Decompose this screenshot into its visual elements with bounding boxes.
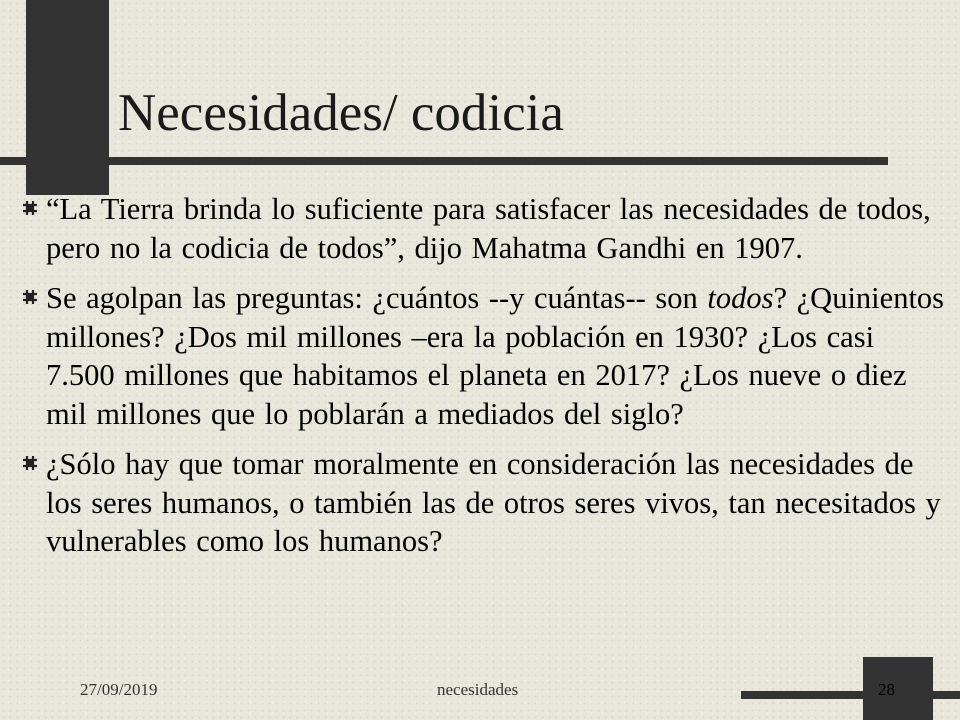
bullet-list — [22, 190, 952, 573]
footer-rule-right — [933, 691, 960, 699]
footer-rule — [741, 691, 863, 699]
footer — [0, 680, 960, 700]
bullet-item-3 — [22, 445, 952, 561]
page-number: 28 — [878, 680, 895, 699]
bullet-text-2-post: ? ¿Quinientos millones? ¿Dos mil millones –era la población en 1930? ¿Los casi 7.500 millones que habitamos el planeta en 2017? ¿Los nueve o diez mil millones que lo poblarán a mediados del siglo? — [46, 281, 945, 431]
hash-square-bullet-icon — [22, 455, 38, 471]
bullet-text-1: “La Tierra brinda lo suficiente para satisfacer las necesidades de todos, pero no la codicia de todos”, dijo Mahatma Gandhi en 1907. — [46, 192, 931, 265]
slide-title: Necesidades/ codicia — [118, 84, 564, 142]
decorative-left-block — [26, 0, 109, 195]
bullet-item-1 — [22, 190, 952, 267]
bullet-text-2-emphasis: todos — [707, 281, 774, 315]
title-underline-rule — [0, 157, 888, 165]
hash-square-bullet-icon — [22, 289, 38, 305]
footer-date: 27/09/2019 — [80, 680, 158, 699]
bullet-item-2 — [22, 279, 952, 433]
hash-square-bullet-icon — [22, 200, 38, 216]
bullet-text-2-pre: Se agolpan las preguntas: ¿cuántos --y cuántas-- son — [46, 281, 708, 315]
footer-title: necesidades — [437, 680, 519, 699]
bullet-text-3: ¿Sólo hay que tomar moralmente en consideración las necesidades de los seres humanos, o también las de otros seres vivos, tan necesitados y vulnerables como los humanos? — [46, 447, 941, 558]
